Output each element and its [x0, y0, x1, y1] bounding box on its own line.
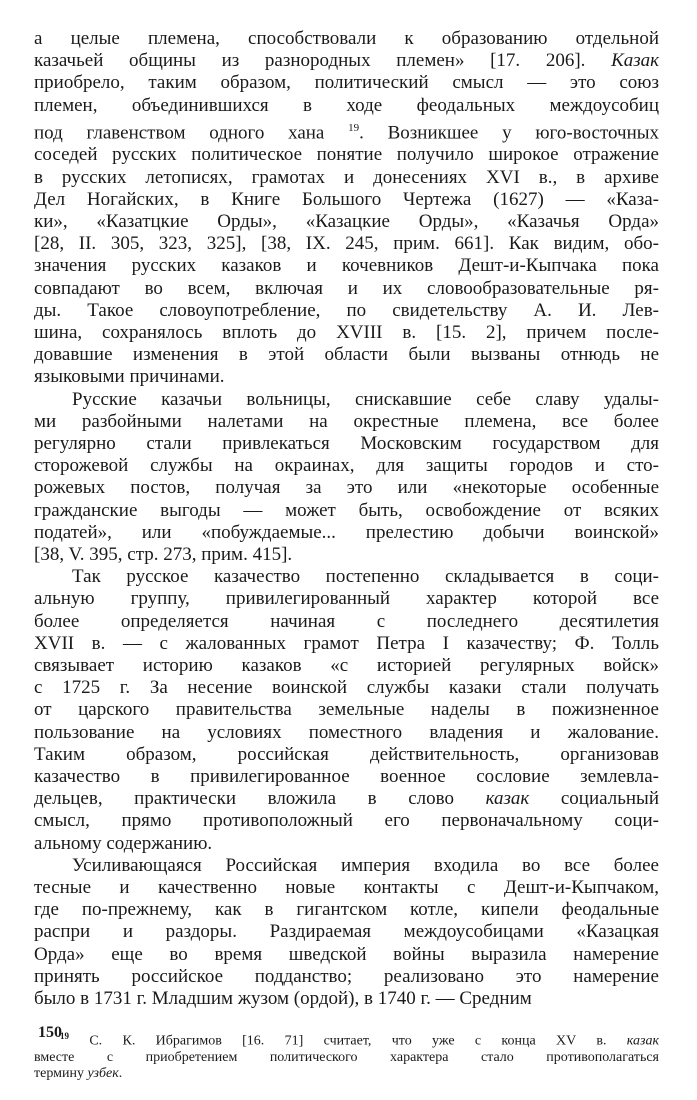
- text-line: регулярно стали привлекаться Московским государством для: [34, 432, 659, 454]
- text-line: ми разбойными налетами на окрестные племена, все более: [34, 410, 659, 432]
- main-text: [34, 28, 659, 1010]
- text-line: пользование на условиях поместного владения и жалование.: [34, 721, 659, 743]
- text-line: под главенством одного хана $^{19}$. Возникшее у юго-восточных: [34, 121, 659, 144]
- text-line: Орда» еще во время шведской войны выразила намерение: [34, 943, 659, 965]
- footnote: [34, 1028, 659, 1082]
- text-line: довавшие изменения в этой области были вызваны отнюдь не: [34, 344, 659, 366]
- text-line: Таким образом, российская действительность, организовав: [34, 743, 659, 765]
- text-line: XVII в. — с жалованных грамот Петра I казачеству; Ф. Толль: [34, 632, 659, 654]
- text-line: распри и раздоры. Раздираемая междоусобицами «Казацкая: [34, 921, 659, 943]
- text-line: Усиливающаяся Российская империя входила во все более: [72, 854, 659, 876]
- paragraph: [34, 28, 659, 389]
- text-line: племен, объединившихся в ходе феодальных междоусобиц: [34, 94, 659, 116]
- text-line: [28, II. 305, 323, 325], [38, IX. 245, прим. 661]. Как видим, обо-: [34, 233, 659, 255]
- page-body: [34, 28, 659, 1082]
- paragraph: [34, 389, 659, 567]
- text-line: с 1725 г. За несение воинской службы казаки стали получать: [34, 677, 659, 699]
- footnote-line: термину узбек.: [34, 1065, 123, 1081]
- footnote-line: вместе с приобретением политического характера стало противополагаться: [34, 1049, 659, 1065]
- page-number: 150: [38, 1024, 62, 1041]
- text-line: Дел Ногайских, в Книге Большого Чертежа (1627) — «Каза-: [34, 188, 659, 210]
- text-line: тесные и качественно новые контакты с Дешт-и-Кыпчаком,: [34, 877, 659, 899]
- text-line: ды. Такое словоупотребление, по свидетельству А. И. Лев-: [34, 299, 659, 321]
- text-line: альному содержанию.: [34, 832, 213, 854]
- text-line: казачьей общины из разнородных племен» [17. 206]. Казак: [34, 50, 659, 72]
- text-line: языковыми причинами.: [34, 366, 225, 388]
- text-line: более определяется начиная с последнего десятилетия: [34, 610, 659, 632]
- text-line: сторожевой службы на окраинах, для защиты городов и сто-: [34, 455, 659, 477]
- text-line: соседей русских политическое понятие получило широкое отражение: [34, 144, 659, 166]
- text-line: [38, V. 395, стр. 273, прим. 415].: [34, 544, 293, 565]
- paragraph: [34, 855, 659, 1010]
- text-line: ки», «Казатцкие Орды», «Казацкие Орды», «Казачья Орда»: [34, 210, 659, 232]
- text-line: в русских летописях, грамотах и донесениях XVI в., в архиве: [34, 166, 659, 188]
- text-line: податей», или «побуждаемые... прелестию добычи воинской»: [34, 521, 659, 543]
- text-line: принять российское подданство; реализовано это намерение: [34, 965, 659, 987]
- footnote-line: $^{19}$ С. К. Ибрагимов [16. 71] считает, что уже с конца XV в. казак: [60, 1031, 659, 1049]
- text-line: Русские казачьи вольницы, снискавшие себе славу удалы-: [72, 388, 659, 410]
- text-line: смысл, прямо противоположный его первоначальному соци-: [34, 810, 659, 832]
- text-line: приобрело, таким образом, политический смысл — это союз: [34, 72, 659, 94]
- text-line: связывает историю казаков «с историей регулярных войск»: [34, 655, 659, 677]
- text-line: значения русских казаков и кочевников Дешт-и-Кыпчака пока: [34, 255, 659, 277]
- text-line: где по-прежнему, как в гигантском котле, кипели феодальные: [34, 899, 659, 921]
- text-line: рожевых постов, получая за это или «некоторые особенные: [34, 477, 659, 499]
- text-line: а целые племена, способствовали к образованию отдельной: [34, 28, 659, 49]
- text-line: дельцев, практически вложила в слово казак социальный: [34, 788, 659, 810]
- text-line: альную группу, привилегированный характер которой все: [34, 588, 659, 610]
- text-line: от царского правительства земельные наделы в пожизненное: [34, 699, 659, 721]
- text-line: было в 1731 г. Младшим жузом (ордой), в 1740 г. — Средним: [34, 988, 532, 1010]
- text-line: совпадают во всем, включая и их словообразовательные ря-: [34, 277, 659, 299]
- text-line: Так русское казачество постепенно складывается в соци-: [72, 566, 659, 588]
- text-line: шина, сохранялось вплоть до XVIII в. [15. 2], причем после-: [34, 321, 659, 343]
- text-line: казачество в привилегированное военное сословие землевла-: [34, 766, 659, 788]
- text-line: гражданские выгоды — может быть, освобождение от всяких: [34, 499, 659, 521]
- paragraph: [34, 566, 659, 855]
